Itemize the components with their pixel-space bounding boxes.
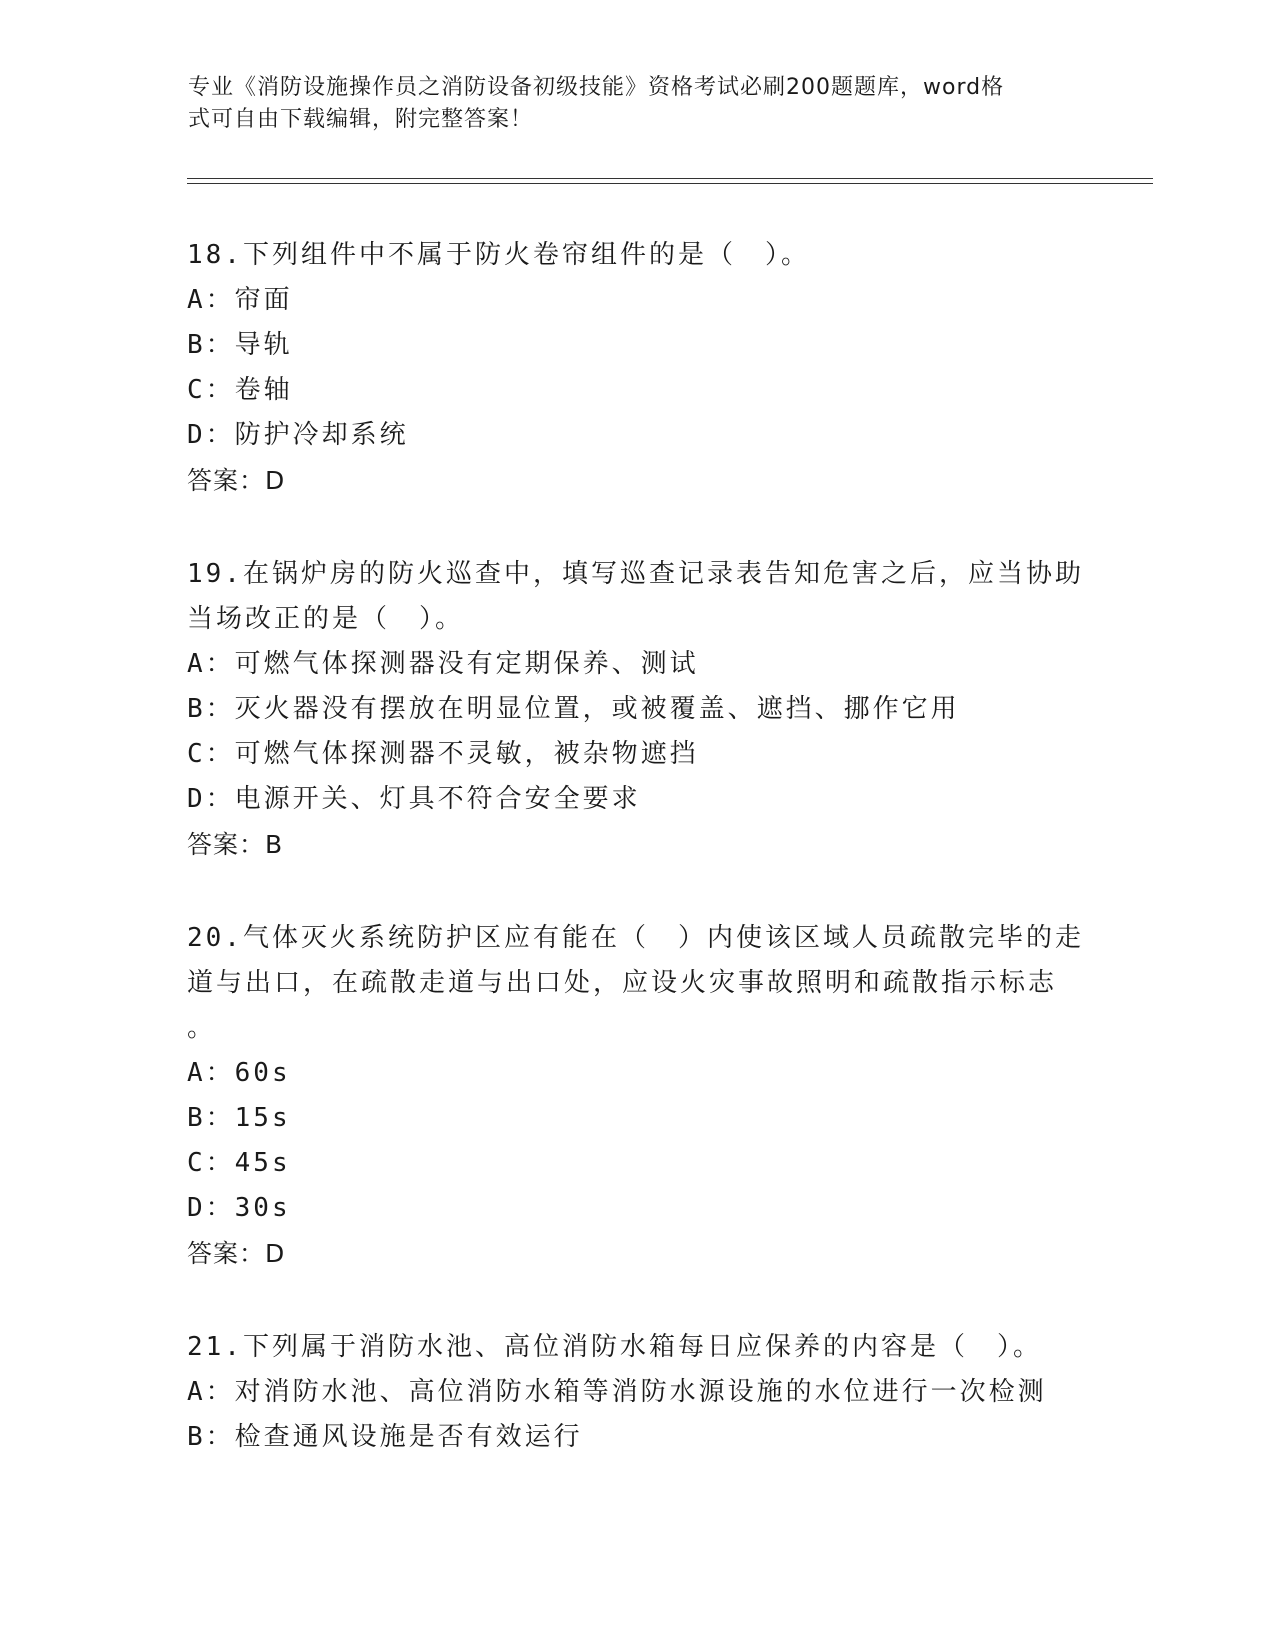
question-text: 20.气体灭火系统防护区应有能在（ ）内使该区域人员疏散完毕的走 bbox=[187, 923, 1084, 953]
question-text: 21.下列属于消防水池、高位消防水箱每日应保养的内容是（ ）。 bbox=[187, 1332, 1042, 1362]
option-a: A：帘面 bbox=[187, 285, 293, 315]
option-a: A：可燃气体探测器没有定期保养、测试 bbox=[187, 649, 699, 679]
option-d: D：30s bbox=[187, 1193, 291, 1223]
option-c: C：卷轴 bbox=[187, 375, 293, 405]
option-a: A：60s bbox=[187, 1058, 291, 1088]
answer: 答案：B bbox=[187, 830, 284, 859]
document-header bbox=[188, 72, 1068, 136]
question-text: 道与出口，在疏散走道与出口处，应设火灾事故照明和疏散指示标志 bbox=[187, 968, 1058, 998]
header-divider-top bbox=[187, 178, 1153, 179]
option-d: D：防护冷却系统 bbox=[187, 420, 409, 450]
question-20 bbox=[187, 916, 1087, 1276]
question-text: 18.下列组件中不属于防火卷帘组件的是（ ）。 bbox=[187, 240, 810, 270]
option-d: D：电源开关、灯具不符合安全要求 bbox=[187, 784, 641, 814]
header-line-2: 式可自由下载编辑，附完整答案！ bbox=[188, 107, 534, 132]
answer: 答案：D bbox=[187, 466, 286, 495]
header-line-1: 专业《消防设施操作员之消防设备初级技能》资格考试必刷200题题库，word格 bbox=[188, 75, 1005, 100]
question-21 bbox=[187, 1325, 1087, 1460]
question-text: 。 bbox=[187, 1013, 217, 1043]
question-18 bbox=[187, 233, 1087, 503]
option-a: A：对消防水池、高位消防水箱等消防水源设施的水位进行一次检测 bbox=[187, 1377, 1047, 1407]
question-19 bbox=[187, 552, 1087, 867]
question-text: 当场改正的是（ ）。 bbox=[187, 604, 465, 634]
option-b: B：15s bbox=[187, 1103, 291, 1133]
option-c: C：可燃气体探测器不灵敏，被杂物遮挡 bbox=[187, 739, 699, 769]
answer: 答案：D bbox=[187, 1239, 286, 1268]
question-text: 19.在锅炉房的防火巡查中，填写巡查记录表告知危害之后，应当协助 bbox=[187, 559, 1084, 589]
option-b: B：灭火器没有摆放在明显位置，或被覆盖、遮挡、挪作它用 bbox=[187, 694, 960, 724]
option-b: B：导轨 bbox=[187, 330, 293, 360]
header-divider-bottom bbox=[187, 183, 1153, 184]
option-b: B：检查通风设施是否有效运行 bbox=[187, 1422, 583, 1452]
option-c: C：45s bbox=[187, 1148, 291, 1178]
